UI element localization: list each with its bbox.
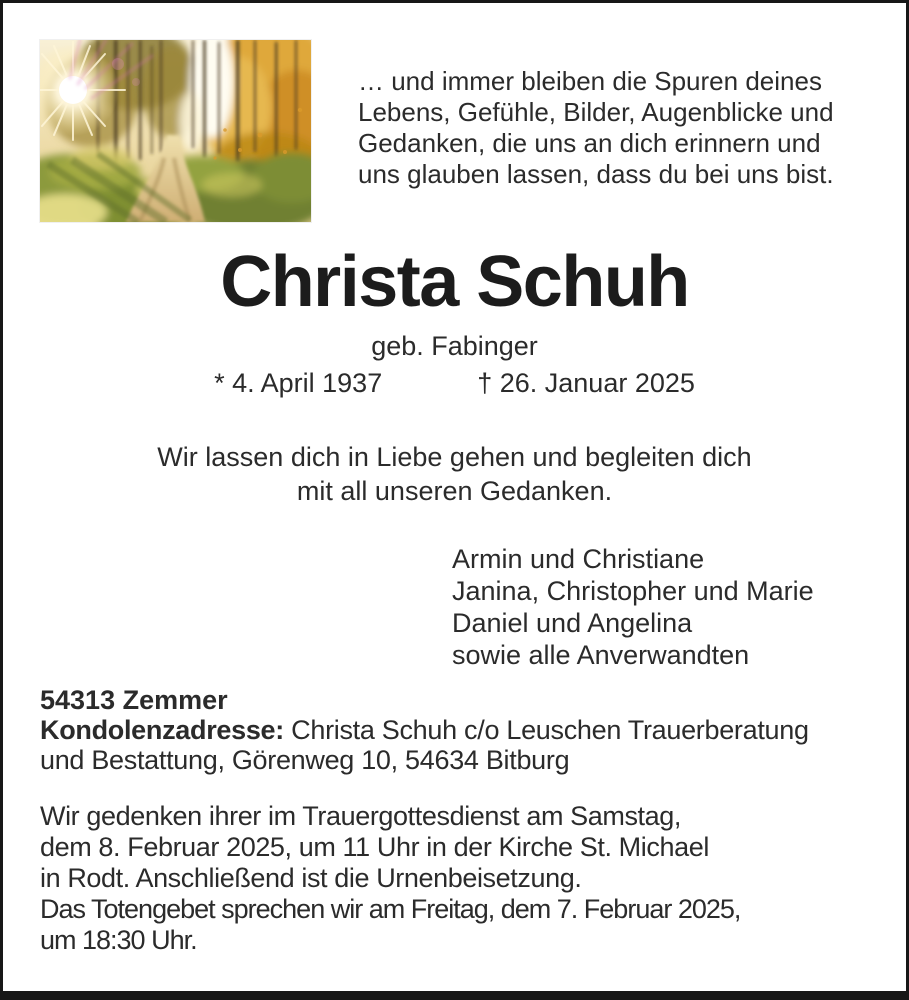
city-line: 54313 Zemmer <box>40 685 228 715</box>
condolence-text: Christa Schuh c/o Leuschen Trauerberatung <box>283 715 809 745</box>
opening-verse-line: Gedanken, die uns an dich erinnern und <box>358 128 821 158</box>
service-line: um 18:30 Uhr. <box>40 925 197 955</box>
service-line: Das Totengebet sprechen wir am Freitag, dem 7. Februar 2025, <box>40 894 741 924</box>
death-date: † 26. Januar 2025 <box>477 368 695 398</box>
condolence-line <box>40 715 880 745</box>
opening-verse <box>358 66 878 190</box>
deceased-name: Christa Schuh <box>220 242 689 322</box>
service-line: dem 8. Februar 2025, um 11 Uhr in der Kirche St. Michael <box>40 832 709 862</box>
service-information <box>40 801 880 956</box>
mourners-list <box>452 543 814 671</box>
birth-date: * 4. April 1937 <box>214 368 383 398</box>
farewell-line: mit all unseren Gedanken. <box>296 476 613 506</box>
service-line: Wir gedenken ihrer im Trauergottesdienst am Samstag, <box>40 801 681 831</box>
opening-verse-line: Lebens, Gefühle, Bilder, Augenblicke und <box>358 97 834 127</box>
mourner-line: sowie alle Anverwandten <box>452 640 750 670</box>
memorial-photo <box>40 40 311 222</box>
opening-verse-line: … und immer bleiben die Spuren deines <box>358 66 822 96</box>
maiden-name: geb. Fabinger <box>371 331 538 361</box>
farewell-verse <box>3 440 906 508</box>
mourner-line: Janina, Christopher und Marie <box>452 576 814 606</box>
condolence-address <box>40 685 880 775</box>
forest-photo-illustration <box>40 40 311 222</box>
service-line: in Rodt. Anschließend ist die Urnenbeisetzung. <box>40 863 582 893</box>
farewell-line: Wir lassen dich in Liebe gehen und begleiten dich <box>157 442 752 472</box>
mourner-line: Armin und Christiane <box>452 544 705 574</box>
opening-verse-line: uns glauben lassen, dass du bei uns bist. <box>358 159 834 189</box>
life-dates <box>3 368 906 399</box>
mourner-line: Daniel und Angelina <box>452 608 693 638</box>
condolence-line: und Bestattung, Görenweg 10, 54634 Bitburg <box>40 745 570 775</box>
condolence-label: Kondolenzadresse: <box>40 715 284 745</box>
